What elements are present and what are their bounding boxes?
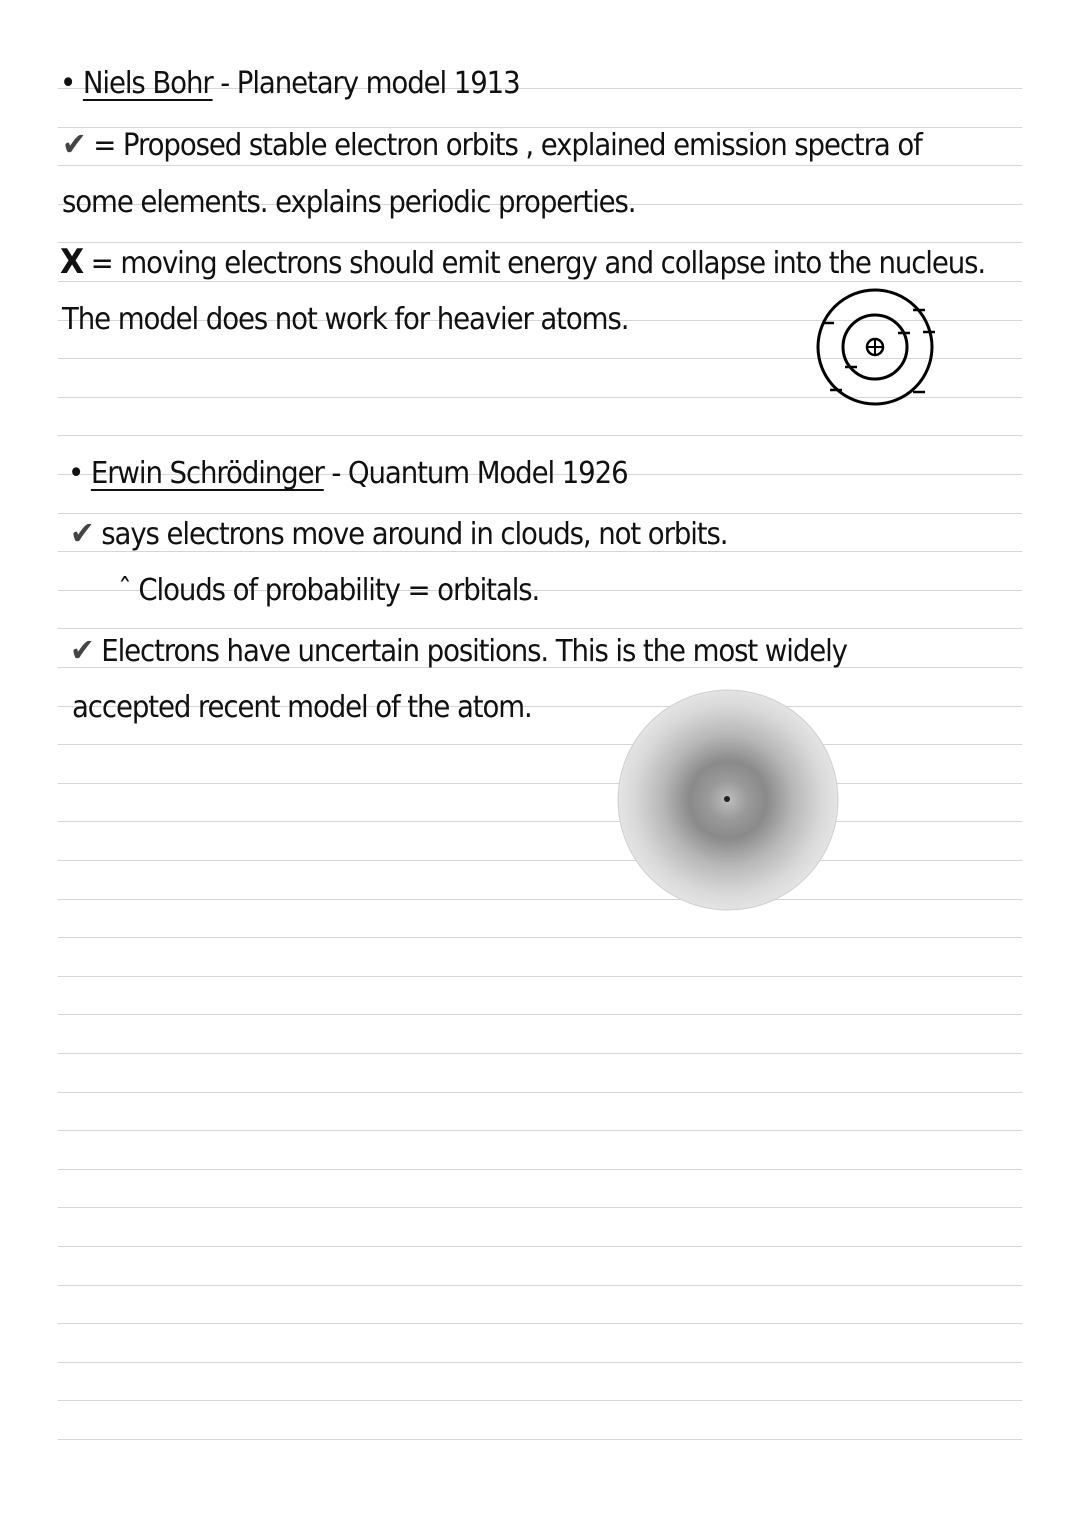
schrodinger-check2-line1	[70, 630, 847, 672]
schrodinger-check1	[70, 513, 727, 555]
ruled-line	[58, 1207, 1022, 1208]
ruled-line	[58, 1130, 1022, 1131]
ruled-line	[58, 821, 1022, 822]
bohr-pro-line2: some elements. explains periodic properties.	[62, 185, 636, 220]
cross-icon: X	[60, 242, 84, 282]
ruled-line	[58, 937, 1022, 938]
ruled-line	[58, 1323, 1022, 1324]
ruled-line	[58, 899, 1022, 900]
ruled-line	[58, 1285, 1022, 1286]
bohr-pro-line1	[62, 124, 922, 166]
ruled-line	[58, 1053, 1022, 1054]
bullet: •	[60, 66, 76, 101]
check-icon: ✔	[70, 514, 94, 552]
check-icon: ✔	[62, 125, 86, 163]
schrodinger-check2-line2: accepted recent model of the atom.	[72, 690, 532, 725]
ruled-line	[58, 976, 1022, 977]
ruled-line	[58, 1362, 1022, 1363]
ruled-line	[58, 1439, 1022, 1440]
ruled-line	[58, 1092, 1022, 1093]
ruled-line	[58, 860, 1022, 861]
ruled-line	[58, 783, 1022, 784]
nucleus-plus-icon	[867, 339, 883, 355]
ruled-line	[58, 435, 1022, 436]
ruled-line	[58, 1169, 1022, 1170]
bohr-title: - Planetary model 1913	[212, 66, 520, 101]
ruled-line	[58, 744, 1022, 745]
bohr-name: Niels Bohr	[82, 66, 213, 101]
schrodinger-title: - Quantum Model 1926	[323, 456, 628, 491]
schrodinger-heading	[68, 454, 628, 494]
text: says electrons move around in clouds, not orbits.	[93, 517, 728, 552]
bohr-heading	[60, 64, 520, 104]
schrodinger-note: ˆ Clouds of probability = orbitals.	[118, 573, 540, 608]
schrodinger-name: Erwin Schrödinger	[90, 456, 324, 491]
electron-cloud-diagram	[615, 688, 841, 914]
bohr-atom-diagram	[810, 285, 940, 410]
ruled-line	[58, 1246, 1022, 1247]
text: Electrons have uncertain positions. This is the most widely	[93, 634, 847, 669]
text: = Proposed stable electron orbits , explained emission spectra of	[85, 128, 922, 163]
bullet: •	[68, 456, 84, 491]
ruled-line	[58, 1014, 1022, 1015]
check-icon: ✔	[70, 631, 94, 669]
text: = moving electrons should emit energy and collapse into the nucleus.	[83, 246, 986, 281]
bohr-con-line1	[60, 242, 985, 284]
nucleus-dot	[724, 796, 730, 802]
bohr-con-line2: The model does not work for heavier atoms.	[62, 302, 629, 337]
ruled-line	[58, 1400, 1022, 1401]
